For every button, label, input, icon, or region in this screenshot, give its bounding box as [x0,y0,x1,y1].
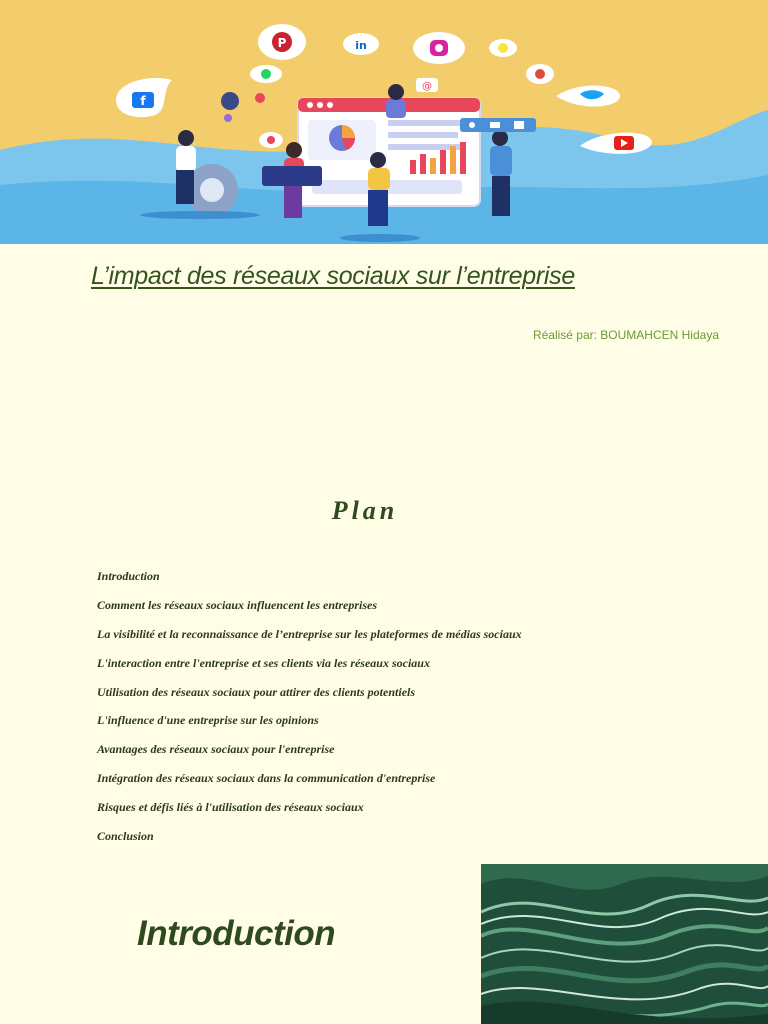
svg-text:P: P [277,36,287,50]
plan-list [97,566,522,855]
plan-item: Introduction [97,569,160,583]
plan-item: La visibilité et la reconnaissance de l’entreprise sur les plateformes de médias sociaux [97,626,522,641]
plan-item: L'interaction entre l'entreprise et ses clients via les réseaux sociaux [97,655,430,670]
green-waves-image [481,864,768,1024]
like-icons [460,118,536,132]
plan-item: Comment les réseaux sociaux influencent les entreprises [97,597,378,612]
plan-heading: Plan [331,496,399,525]
linkedin-icon [343,33,379,55]
email-icon [416,78,438,92]
svg-text:@: @ [422,81,432,92]
pinterest-icon [258,24,306,60]
plan-item: Utilisation des réseaux sociaux pour attirer des clients potentiels [97,684,416,699]
author-credit: Réalisé par: BOUMAHCEN Hidaya [532,328,719,342]
plan-item: Risques et défis liés à l'utilisation des réseaux sociaux [97,800,364,815]
plan-item: Avantages des réseaux sociaux pour l'entreprise [97,742,335,757]
plan-item: Conclusion [97,829,154,844]
document-title: L’impact des réseaux sociaux sur l’entreprise [91,262,575,290]
svg-text:in: in [355,39,367,52]
plan-item: Intégration des réseaux sociaux dans la communication d'entreprise [97,771,436,786]
plan-item: L'influence d'une entreprise sur les opinions [97,713,319,728]
snapchat-icon [489,39,517,57]
whatsapp-icon [250,65,282,83]
hero-illustration [0,0,768,244]
instagram-icon [413,32,465,64]
heart-icon [259,132,283,148]
svg-text:f: f [140,94,146,108]
introduction-heading: Introduction [137,914,336,953]
google-plus-icon [526,64,554,84]
